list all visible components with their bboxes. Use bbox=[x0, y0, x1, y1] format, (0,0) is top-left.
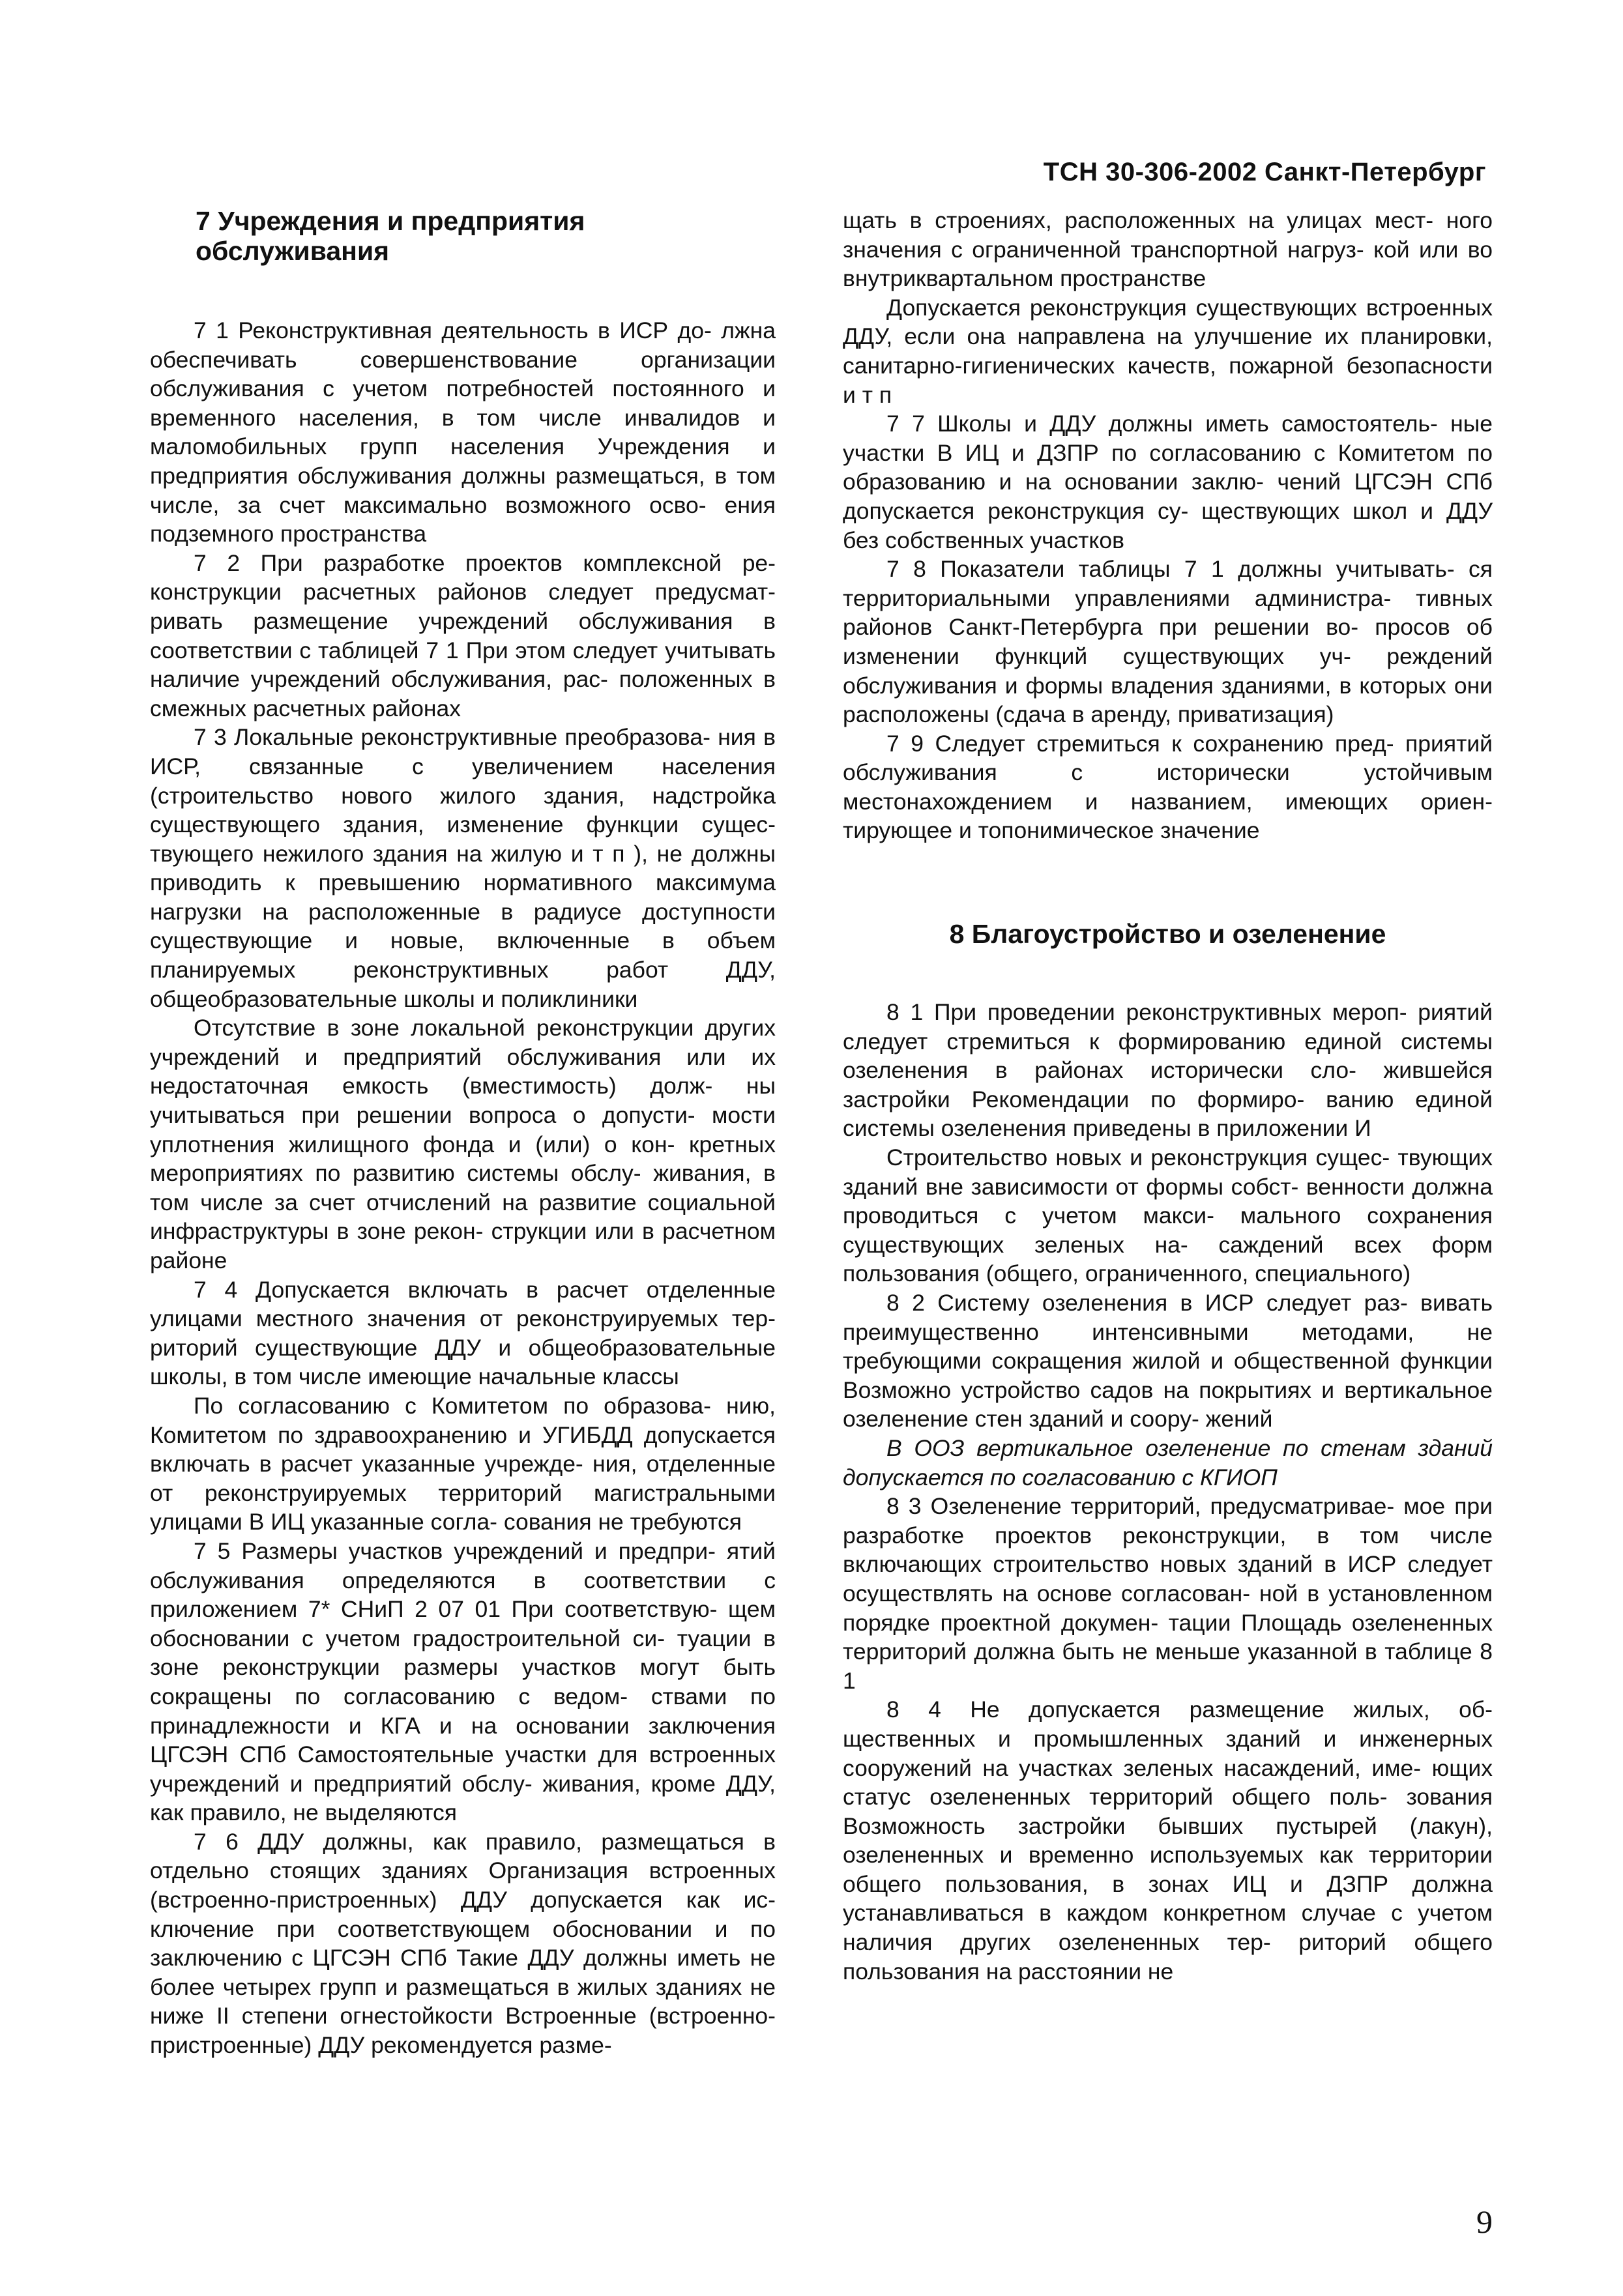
paragraph-8-3: 8 3 Озеленение территорий, предусматривае- мое при разработке проектов реконструкции, в том числе включающих строительство новых зданий в ИСР следует осуществлять на основе согласован- ной в установленном порядке проектной докумен- тации Площадь озелененных территорий должна быть не меньше указанной в таблице 8 1 bbox=[843, 1493, 1493, 1694]
section-7-title: 7 Учреждения и предприятия обслуживания bbox=[196, 206, 585, 266]
paragraph-7-6-reconstruction: Допускается реконструкция существующих встроенных ДДУ, если она направлена на улучшение их планировки, санитарно-гигиенических качеств, пожарной безопасности и т п bbox=[843, 294, 1493, 408]
paragraph-8-2: 8 2 Систему озеленения в ИСР следует раз- вивать преимущественно интенсивными методами, не требующими сокращения жилой и общественной функции Возможно устройство садов на покрытиях и вертикальное озеленение стен зданий и соору- жений bbox=[843, 1290, 1493, 1432]
italic-note-ooz: В ООЗ вертикальное озеленение по стенам зданий допускается по согласованию с КГИОП bbox=[843, 1434, 1493, 1490]
right-column bbox=[843, 206, 1493, 1986]
section-8-title: 8 Благоустройство и озеленение bbox=[949, 919, 1386, 950]
paragraph-7-4-cont: По согласованию с Комитетом по образова- нию, Комитетом по здравоохранению и УГИБДД допускается включать в расчет указанные учрежде- ния, отделенные от реконструируемых территорий магистральными улицами В ИЦ указанные согла- сования не требуются bbox=[150, 1392, 776, 1535]
paragraph-7-8: 7 8 Показатели таблицы 7 1 должны учитывать- ся территориальными управлениями администра- тивных районов Санкт-Петербурга при решении во- просов об изменении функций существующих уч- реждений обслуживания и формы владения зданиями, в которых они расположены (сдача в аренду, приватизация) bbox=[843, 556, 1493, 728]
page-number: 9 bbox=[1476, 2203, 1493, 2240]
paragraph-7-6: 7 6 ДДУ должны, как правило, размещаться в отдельно стоящих зданиях Организация встроенных (встроенно-пристроенных) ДДУ допускается как ис- ключение при соответствующем обосновании и по заключению с ЦГСЭН СПб Такие ДДУ должны иметь не более четырех групп и размещаться в жилых зданиях не ниже II степени огнестойкости Встроенные (встроенно-пристроенные) ДДУ рекомендуется разме- bbox=[150, 1828, 776, 2059]
paragraph-8-1: 8 1 При проведении реконструктивных мероп- риятий следует стремиться к формированию единой системы озеленения в районах исторически сло- жившейся застройки Рекомендации по формиро- ванию единой системы озеленения приведены в приложении И bbox=[843, 999, 1493, 1142]
running-header: ТСН 30-306-2002 Санкт-Петербург bbox=[1043, 158, 1486, 186]
paragraph-7-7: 7 7 Школы и ДДУ должны иметь самостоятель- ные участки В ИЦ и ДЗПР по согласованию с Комитетом по образованию и на основании заклю- чений ЦГСЭН СПб допускается реконструкция су- ществующих школ и ДДУ без собственных участков bbox=[843, 411, 1493, 553]
paragraph-7-5: 7 5 Размеры участков учреждений и предпри- ятий обслуживания определяются в соответствии с приложением 7* СНиП 2 07 01 При соответствую- щем обосновании с учетом градостроительной си- туации в зоне реконструкции размеры участков могут быть сокращены по согласованию с ведом- ствами по принадлежности и КГА и на основании заключения ЦГСЭН СПб Самостоятельные участки для встроенных учреждений и предприятий обслу- живания, кроме ДДУ, как правило, не выделяются bbox=[150, 1537, 776, 1826]
paragraph-7-3-cont: Отсутствие в зоне локальной реконструкции других учреждений и предприятий обслуживания или их недостаточная емкость (вместимость) долж- ны учитываться при решении вопроса о допусти- мости уплотнения жилищного фонда и (или) о кон- кретных мероприятиях по развитию системы обслу- живания, в том числе за счет отчислений на развитие социальной инфраструктуры в зоне рекон- струкции или в расчетном районе bbox=[150, 1015, 776, 1273]
paragraph-8-4: 8 4 Не допускается размещение жилых, об- щественных и промышленных зданий и инженерных сооружений на участках зеленых насаждений, име- ющих статус озелененных территорий общего поль- зования Возможность застройки бывших пустырей (лакун), озелененных и временно используемых как территории общего пользования, в зонах ИЦ и ДЗПР должна устанавливаться в каждом конкретном случае с учетом наличия других озелененных тер- риторий общего пользования на расстоянии не bbox=[843, 1696, 1493, 1984]
paragraph-7-9: 7 9 Следует стремиться к сохранению пред- приятий обслуживания с исторически устойчивым местонахождением и названием, имеющих ориен- тирующее и топонимическое значение bbox=[843, 730, 1493, 844]
paragraph-7-6-cont: щать в строениях, расположенных на улицах мест- ного значения с ограниченной транспортной нагруз- кой или во внутриквартальном пространстве bbox=[843, 207, 1493, 292]
paragraph-8-1-cont: Строительство новых и реконструкция сущес- твующих зданий вне зависимости от формы собст- венности должна проводиться с учетом макси- мального сохранения существующих зеленых на- саждений всех форм пользования (общего, ограниченного, специального) bbox=[843, 1144, 1493, 1287]
paragraph-7-2: 7 2 При разработке проектов комплексной ре- конструкции расчетных районов следует предусмат- ривать размещение учреждений обслуживания в соответствии с таблицей 7 1 При этом следует учитывать наличие учреждений обслуживания, рас- положенных в смежных расчетных районах bbox=[150, 549, 776, 721]
paragraph-7-4: 7 4 Допускается включать в расчет отделенные улицами местного значения от реконструируемых тер- риторий существующие ДДУ и общеобразовательные школы, в том числе имеющие начальные классы bbox=[150, 1276, 776, 1390]
paragraph-7-3: 7 3 Локальные реконструктивные преобразова- ния в ИСР, связанные с увеличением населения (строительство нового жилого здания, надстройка существующего здания, изменение функции сущес- твующего нежилого здания на жилую и т п ), не должны приводить к превышению нормативного максимума нагрузки на расположенные в радиусе доступности существующие и новые, включенные в объем планируемых реконструктивных работ ДДУ, общеобразовательные школы и поликлиники bbox=[150, 724, 776, 1012]
left-column bbox=[150, 206, 776, 2060]
paragraph-7-1: 7 1 Реконструктивная деятельность в ИСР до- лжна обеспечивать совершенствование организации обслуживания с учетом потребностей постоянного и временного населения, в том числе инвалидов и маломобильных групп населения Учреждения и предприятия обслуживания должны размещаться, в том числе, за счет максимально возможного осво- ения подземного пространства bbox=[150, 317, 776, 547]
